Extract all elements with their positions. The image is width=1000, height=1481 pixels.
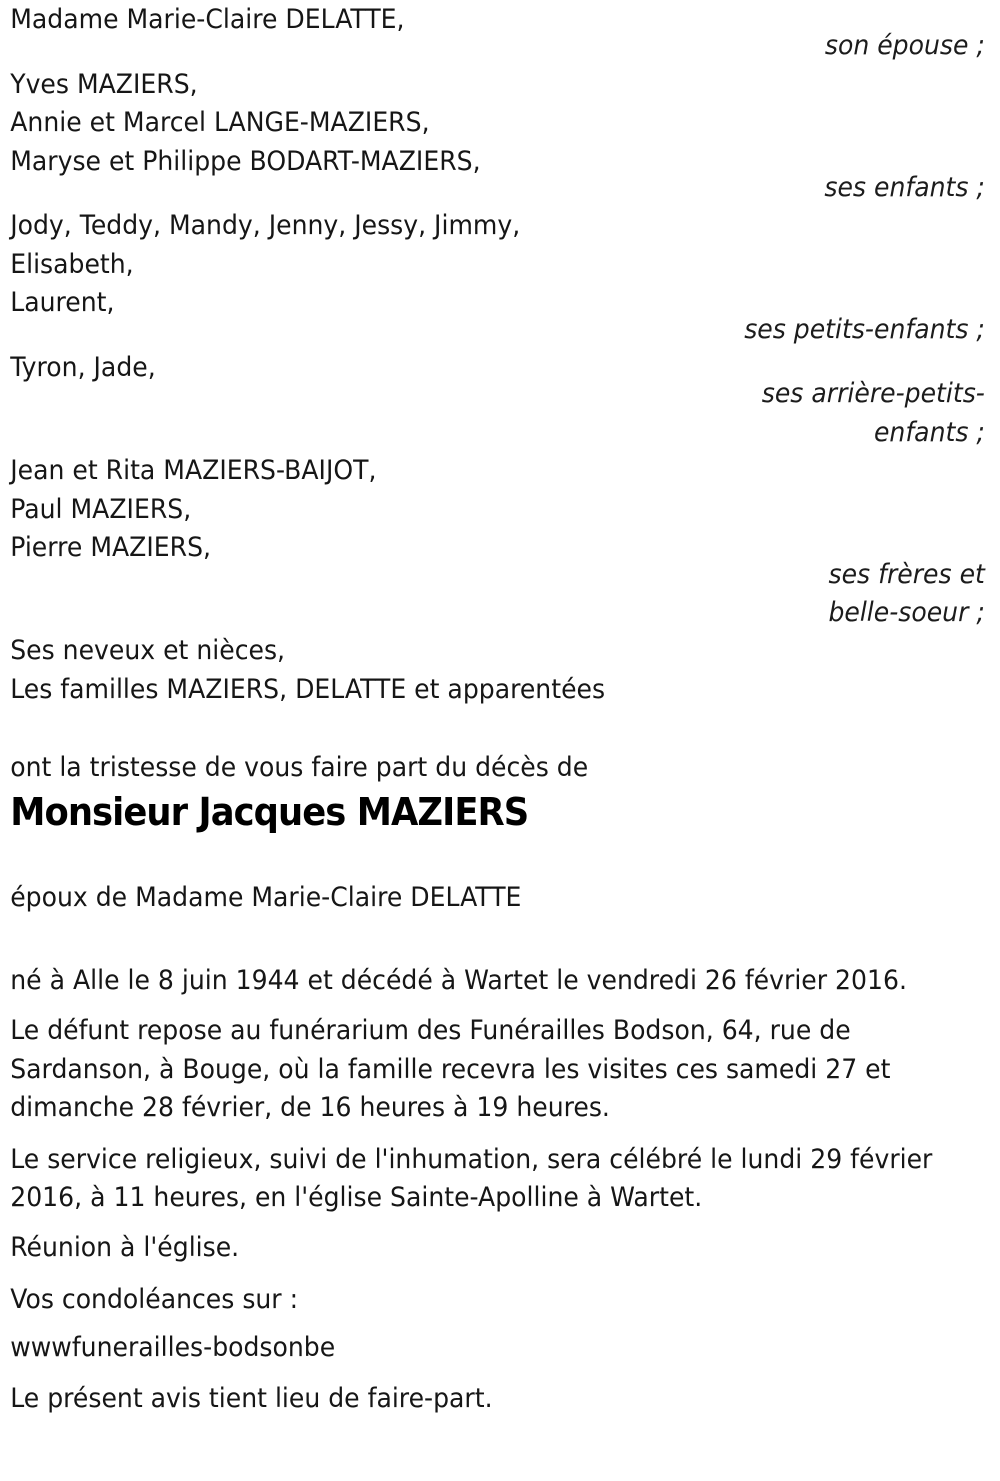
relation-label [10, 311, 985, 349]
family-list [10, 1, 985, 709]
family-member-line: Paul MAZIERS, [10, 493, 192, 525]
family-member-line: Elisabeth, [10, 248, 134, 280]
closing-line: Le présent avis tient lieu de faire-part. [10, 1382, 493, 1414]
family-group [10, 1, 985, 66]
family-group [10, 207, 985, 349]
service-paragraph: Le service religieux, suivi de l'inhumation, sera célébré le lundi 29 février 2016, à 11 heures, en l'église Sainte-Apolline à Wartet. [10, 1143, 933, 1213]
family-group [10, 452, 985, 632]
spouse-line: époux de Madame Marie-Claire DELATTE [10, 881, 522, 913]
family-member-line: Les familles MAZIERS, DELATTE et apparentées [10, 673, 606, 705]
family-group [10, 66, 985, 208]
funeral-home-website: wwwfunerailles-bodsonbe [10, 1332, 336, 1364]
relation-label-line: ses petits-enfants ; [744, 313, 985, 345]
relation-label-line: ses enfants ; [824, 172, 985, 204]
relation-label-line: son épouse ; [824, 30, 985, 62]
deceased-name-heading: Monsieur Jacques MAZIERS [10, 789, 529, 834]
family-member-line: Ses neveux et nièces, [10, 635, 286, 667]
family-member-line: Jody, Teddy, Mandy, Jenny, Jessy, Jimmy, [10, 210, 521, 242]
family-group [10, 349, 985, 452]
gathering-line: Réunion à l'église. [10, 1232, 240, 1264]
visitation-paragraph: Le défunt repose au funérarium des Funérailles Bodson, 64, rue de Sardanson, à Bouge, où la famille recevra les visites ces samedi 27 et dimanche 28 février, de 16 heures à 19 heures. [10, 1015, 891, 1124]
family-member-line: Madame Marie-Claire DELATTE, [10, 4, 405, 35]
relation-label-line: ses frères et [828, 558, 985, 590]
intro-line: ont la tristesse de vous faire part du décès de [10, 752, 589, 784]
family-member-line: Yves MAZIERS, [10, 68, 198, 100]
relation-label-line: ses arrière-petits- [761, 378, 985, 410]
relation-label-line: enfants ; [873, 416, 985, 448]
family-member-line: Annie et Marcel LANGE-MAZIERS, [10, 107, 430, 139]
family-group [10, 632, 985, 709]
family-member-line: Laurent, [10, 287, 115, 319]
family-member-line: Maryse et Philippe BODART-MAZIERS, [10, 145, 481, 177]
condolences-label: Vos condoléances sur : [10, 1283, 299, 1315]
family-member-line: Tyron, Jade, [10, 352, 156, 384]
family-member-line: Jean et Rita MAZIERS-BAIJOT, [10, 455, 377, 487]
relation-label-line: belle-soeur ; [828, 596, 985, 628]
relation-label [10, 375, 985, 452]
family-member-line: Pierre MAZIERS, [10, 532, 212, 564]
birth-death-line: né à Alle le 8 juin 1944 et décédé à Wartet le vendredi 26 février 2016. [10, 964, 907, 996]
